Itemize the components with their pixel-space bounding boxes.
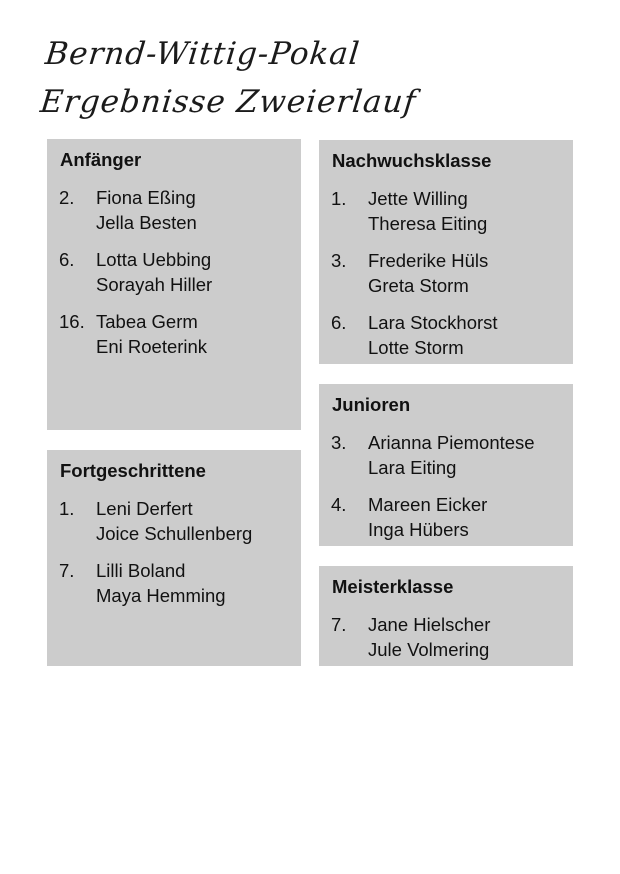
- pair-names: [368, 186, 487, 236]
- pair-names: [96, 185, 197, 235]
- rank: 16.: [59, 311, 85, 332]
- athlete-name: Jella Besten: [96, 212, 197, 233]
- athlete-name: Lara Eiting: [368, 457, 457, 478]
- athlete-name: Leni Derfert: [96, 498, 193, 519]
- class-heading: Fortgeschrittene: [60, 460, 206, 481]
- rank: 7.: [331, 614, 347, 635]
- athlete-name: Greta Storm: [368, 275, 469, 296]
- athlete-name: Eni Roeterink: [96, 336, 208, 357]
- class-box-meisterklasse: [319, 566, 573, 666]
- rank: 6.: [59, 249, 75, 270]
- athlete-name: Lotta Uebbing: [96, 249, 212, 270]
- class-heading: Anfänger: [60, 149, 142, 170]
- class-heading: Junioren: [332, 394, 411, 415]
- title-line-2: Ergebnisse Zweierlauf: [38, 84, 419, 120]
- rank: 6.: [331, 312, 347, 333]
- class-box-junioren: [319, 384, 573, 546]
- pair-names: [96, 247, 212, 297]
- result-entry: [331, 430, 573, 480]
- athlete-name: Mareen Eicker: [368, 494, 488, 515]
- pair-names: [96, 309, 207, 359]
- pair-names: [96, 496, 252, 546]
- result-entry: [331, 612, 573, 662]
- athlete-name: Lilli Boland: [96, 560, 186, 581]
- result-entry: [331, 186, 573, 236]
- athlete-name: Jette Willing: [368, 188, 468, 209]
- rank: 1.: [59, 498, 75, 519]
- result-list: [319, 430, 573, 542]
- result-entry: [331, 248, 573, 298]
- athlete-name: Sorayah Hiller: [96, 274, 213, 295]
- athlete-name: Joice Schullenberg: [96, 523, 253, 544]
- athlete-name: Arianna Piemontese: [368, 432, 535, 453]
- result-entry: [331, 310, 573, 360]
- pair-names: [368, 492, 487, 542]
- pair-names: [96, 558, 226, 608]
- class-heading: Meisterklasse: [332, 576, 454, 597]
- pair-names: [368, 248, 488, 298]
- result-entry: [331, 492, 573, 542]
- result-list: [47, 185, 301, 359]
- result-list: [319, 612, 573, 662]
- athlete-name: Lara Stockhorst: [368, 312, 498, 333]
- result-entry: [59, 496, 301, 546]
- athlete-name: Tabea Germ: [96, 311, 198, 332]
- pair-names: [368, 310, 498, 360]
- class-box-nachwuchsklasse: [319, 140, 573, 364]
- class-box-anfaenger: [47, 139, 301, 430]
- title-line-1: Bernd-Wittig-Pokal: [43, 36, 362, 72]
- class-box-fortgeschrittene: [47, 450, 301, 666]
- rank: 3.: [331, 432, 347, 453]
- athlete-name: Maya Hemming: [96, 585, 226, 606]
- rank: 7.: [59, 560, 75, 581]
- result-entry: [59, 558, 301, 608]
- pair-names: [368, 612, 490, 662]
- rank: 2.: [59, 187, 75, 208]
- page-title: [38, 30, 424, 126]
- athlete-name: Frederike Hüls: [368, 250, 489, 271]
- result-entry: [59, 247, 301, 297]
- result-entry: [59, 185, 301, 235]
- athlete-name: Lotte Storm: [368, 337, 464, 358]
- result-list: [47, 496, 301, 608]
- athlete-name: Inga Hübers: [368, 519, 469, 540]
- pair-names: [368, 430, 535, 480]
- class-heading: Nachwuchsklasse: [332, 150, 492, 171]
- rank: 1.: [331, 188, 347, 209]
- result-list: [319, 186, 573, 360]
- athlete-name: Fiona Eßing: [96, 187, 196, 208]
- athlete-name: Theresa Eiting: [368, 213, 488, 234]
- athlete-name: Jule Volmering: [368, 639, 490, 660]
- rank: 3.: [331, 250, 347, 271]
- result-entry: [59, 309, 301, 359]
- athlete-name: Jane Hielscher: [368, 614, 491, 635]
- rank: 4.: [331, 494, 347, 515]
